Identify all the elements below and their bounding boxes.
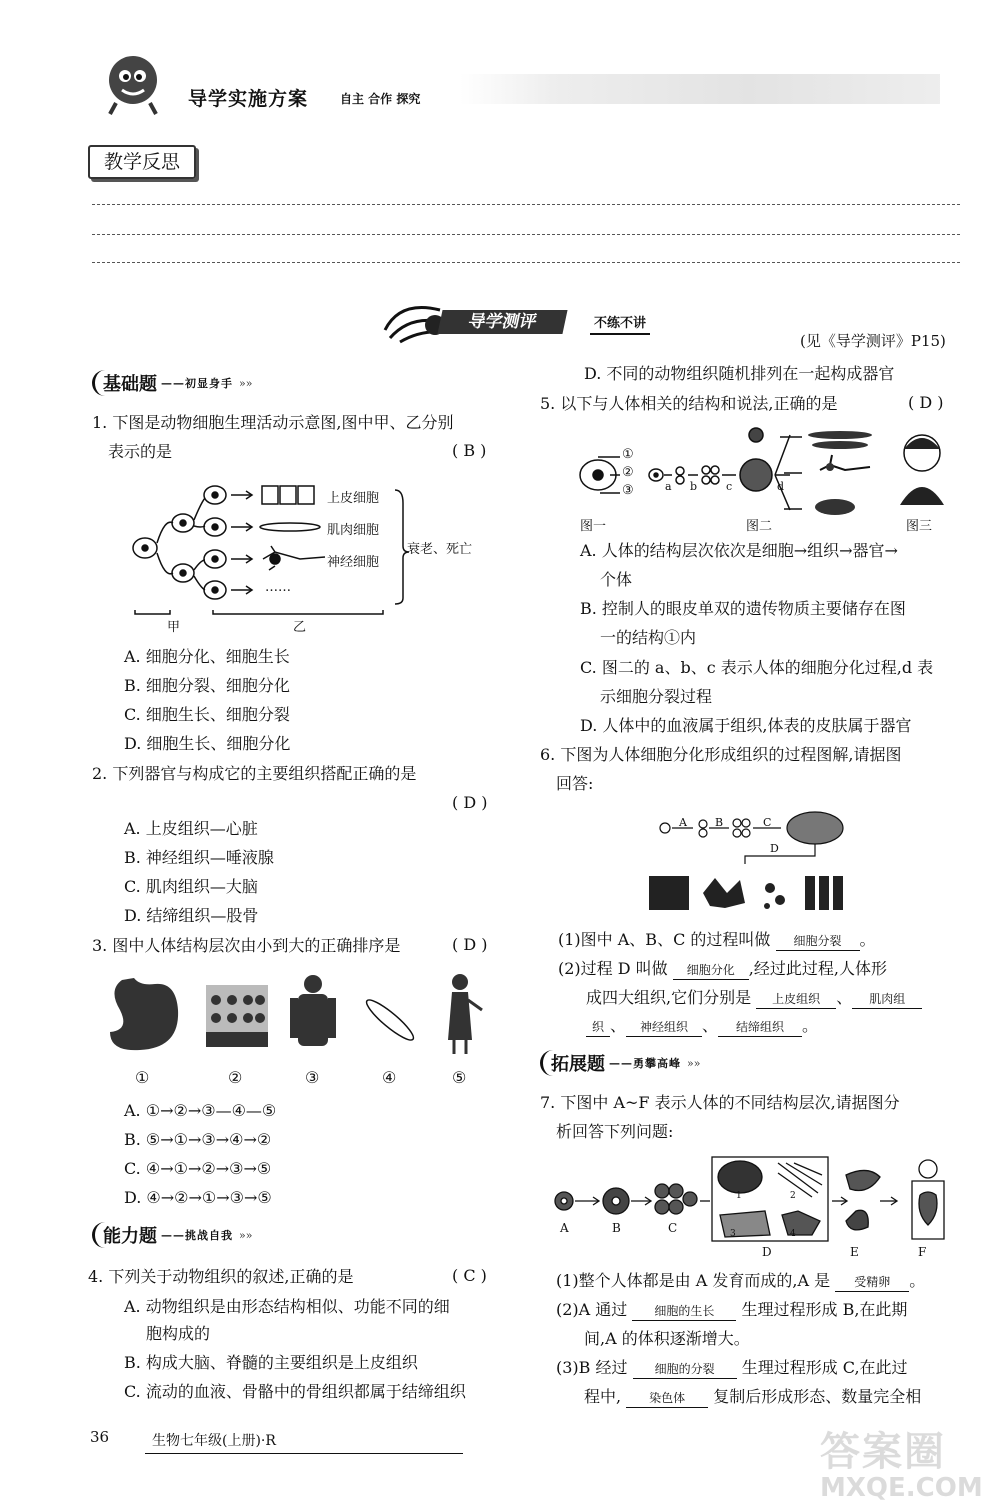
- q6-stem: 6. 下图为人体细胞分化形成组织的过程图解,请据图: [540, 745, 902, 764]
- reflection-line: [92, 262, 960, 263]
- q7-label: F: [918, 1245, 927, 1259]
- q5-option: 一的结构①内: [600, 628, 697, 647]
- q7-p2-text: (2)A 通过: [556, 1300, 628, 1319]
- q6-part1: (1)图中 A、B、C 的过程叫做 细胞分裂 。: [558, 930, 876, 949]
- stomach-icon: [110, 978, 178, 1050]
- q5-option: B. 控制人的眼皮单双的遗传物质主要储存在图: [580, 599, 906, 618]
- q2-option: C. 肌肉组织—大脑: [124, 877, 258, 896]
- q3-stem: 3. 图中人体结构层次由小到大的正确排序是: [92, 936, 401, 955]
- q1-answer: ( B ): [452, 441, 487, 460]
- q7-stem: 7. 下图中 A~F 表示人体的不同结构层次,请据图分: [540, 1093, 900, 1112]
- q3-option: A. ①→②→③—④—⑤: [124, 1101, 277, 1120]
- section-extend: [540, 1048, 700, 1078]
- q5-mark: ①: [622, 447, 634, 462]
- q7-p3-text: 复制后形成形态、数量完全相: [713, 1387, 922, 1406]
- reference-note: (见《导学测评》P15): [800, 332, 946, 350]
- q4-option: D. 不同的动物组织随机排列在一起构成器官: [584, 364, 895, 383]
- q1-option: A. 细胞分化、细胞生长: [124, 647, 290, 666]
- banner-title: 导学测评: [437, 310, 567, 334]
- q6-p4-answer: 织: [586, 1018, 610, 1037]
- q3-num: ②: [228, 1068, 243, 1087]
- q7-num: 4: [790, 1229, 796, 1239]
- q6-p4-answer: 结缔组织: [718, 1018, 802, 1037]
- q7-label: C: [668, 1221, 678, 1235]
- q3-option: C. ④→①→②→③→⑤: [124, 1159, 272, 1178]
- q1-label: 甲: [167, 620, 181, 635]
- torso-icon: [290, 975, 336, 1046]
- q5-figure: [570, 425, 970, 535]
- q6-p4-answer: 神经组织: [626, 1018, 702, 1037]
- q7-num: 1: [736, 1191, 742, 1201]
- q7-label: D: [762, 1245, 772, 1259]
- q7-p3-text: 生理过程形成 C,在此过: [741, 1358, 908, 1377]
- header-band: [460, 74, 940, 104]
- q5-fig-label: 图二: [746, 519, 773, 534]
- q7-num: 3: [730, 1229, 736, 1239]
- q1-label: 衰老、死亡: [407, 542, 473, 557]
- q1-option: D. 细胞生长、细胞分化: [124, 734, 291, 753]
- q7-p1-text: (1)整个人体都是由 A 发育而成的,A 是: [556, 1271, 831, 1290]
- q3-answer: ( D ): [452, 935, 488, 954]
- test-banner: [380, 300, 670, 340]
- watermark-text: 答案圈: [820, 1429, 946, 1475]
- q7-p3-answer: 染色体: [626, 1389, 708, 1408]
- q6-p3-answer: 肌肉组: [852, 990, 922, 1009]
- page-number: 36: [90, 1428, 110, 1446]
- section-motto: ——勇攀高峰: [609, 1057, 681, 1070]
- q5-step: b: [690, 480, 698, 493]
- q6-step: D: [770, 842, 779, 855]
- q6-p1-answer: 细胞分裂: [776, 932, 860, 951]
- arrows-icon: »»: [239, 376, 253, 390]
- q1-figure: [125, 478, 505, 638]
- q4-option: B. 构成大脑、脊髓的主要组织是上皮组织: [124, 1353, 418, 1372]
- q4-option: C. 流动的血液、骨骼中的骨组织都属于结缔组织: [124, 1382, 466, 1401]
- tissue-images: [808, 431, 872, 515]
- q1-label: 上皮细胞: [327, 491, 380, 506]
- q1-option: C. 细胞生长、细胞分裂: [124, 705, 290, 724]
- q3-num: ①: [135, 1068, 150, 1087]
- q4-option: A. 动物组织是由形态结构相似、功能不同的细: [124, 1297, 450, 1316]
- q2-option: B. 神经组织—唾液腺: [124, 848, 274, 867]
- q2-option: A. 上皮组织—心脏: [124, 819, 258, 838]
- q7-stem: 析回答下列问题:: [556, 1122, 674, 1141]
- section-name: 拓展题: [540, 1050, 605, 1076]
- q7-part2: [556, 1295, 907, 1324]
- q7-p3-text: 程中,: [584, 1387, 622, 1406]
- q7-label: B: [612, 1221, 621, 1235]
- q6-p3-answer: 上皮组织: [756, 990, 836, 1009]
- tissue-images: [649, 876, 843, 910]
- section-motto: ——初显身手: [161, 377, 233, 390]
- person-icon: [448, 974, 482, 1054]
- q6-p2-answer: 细胞分化: [673, 961, 749, 980]
- tissue-icon: [206, 985, 268, 1047]
- q5-step: a: [665, 480, 672, 493]
- q6-p2-text: ,经过此过程,人体形: [748, 959, 887, 978]
- q6-stem: 回答:: [556, 774, 594, 793]
- q7-label: A: [560, 1221, 569, 1235]
- section-motto: ——挑战自我: [161, 1229, 233, 1242]
- q4-option: 胞构成的: [146, 1324, 211, 1343]
- banner-tag: 不练不讲: [590, 312, 650, 335]
- section-name: 基础题: [92, 370, 157, 396]
- q7-figure: [550, 1155, 960, 1265]
- q7-p2-answer: 细胞的生长: [632, 1302, 736, 1321]
- watermark-logo: [820, 1420, 990, 1503]
- q3-option: B. ⑤→①→③→④→②: [124, 1130, 272, 1149]
- q2-option: D. 结缔组织—股骨: [124, 906, 259, 925]
- section-basic: [92, 368, 252, 398]
- footer-text: 生物七年级(上册)·R: [152, 1433, 276, 1449]
- reflection-line: [92, 204, 960, 205]
- q6-step: A: [679, 816, 687, 829]
- q5-option: A. 人体的结构层次依次是细胞→组织→器官→: [580, 541, 898, 560]
- page-footer: [90, 1420, 390, 1460]
- q6-step: B: [715, 816, 724, 829]
- q7-part3-cont: [584, 1382, 921, 1411]
- q4-stem: 4. 下列关于动物组织的叙述,正确的是: [88, 1267, 354, 1286]
- q7-label: E: [850, 1245, 859, 1259]
- q6-part2: [558, 954, 887, 983]
- q7-p3-answer: 细胞的分裂: [633, 1360, 737, 1379]
- q1-label: 肌肉细胞: [327, 523, 380, 538]
- reflection-label: 教学反思: [88, 145, 196, 179]
- q1-stem: 表示的是: [108, 442, 173, 461]
- q7-p2-cont: 间,A 的体积逐渐增大。: [584, 1329, 750, 1348]
- q6-step: C: [763, 816, 772, 829]
- q5-step: c: [726, 480, 733, 493]
- header-subtitle: 自主 合作 探究: [340, 92, 421, 106]
- q7-p2-text: 生理过程形成 B,在此期: [741, 1300, 908, 1319]
- q5-fig-label: 图一: [580, 519, 607, 534]
- q7-num: 2: [790, 1191, 796, 1201]
- watermark-url: MXQE.COM: [820, 1473, 983, 1503]
- q7-p3-text: (3)B 经过: [556, 1358, 628, 1377]
- mascot-logo: [98, 48, 168, 118]
- q1-option: B. 细胞分裂、细胞分化: [124, 676, 290, 695]
- section-ability: [92, 1220, 252, 1250]
- q6-p2-text: (2)过程 D 叫做: [558, 959, 668, 978]
- q6-figure: [645, 808, 865, 918]
- q6-part3: 成四大组织,它们分别是 上皮组织 、 肌肉组: [586, 983, 922, 1012]
- q5-mark: ②: [622, 465, 634, 480]
- q7-p1-answer: 受精卵: [835, 1273, 909, 1292]
- q5-mark: ③: [622, 483, 634, 498]
- q5-option: C. 图二的 a、b、c 表示人体的细胞分化过程,d 表: [580, 658, 934, 677]
- q5-fig-label: 图三: [906, 519, 933, 534]
- reflection-line: [92, 234, 960, 235]
- q5-option: 示细胞分裂过程: [600, 687, 713, 706]
- cell-icon: [363, 995, 418, 1044]
- q5-step: d: [777, 480, 785, 493]
- q6-p1-text: (1)图中 A、B、C 的过程叫做: [558, 930, 771, 949]
- q7-part1: (1)整个人体都是由 A 发育而成的,A 是 受精卵 。: [556, 1271, 926, 1290]
- boy-icon: [900, 435, 944, 505]
- q3-option: D. ④→②→①→③→⑤: [124, 1188, 272, 1207]
- q5-stem: 5. 以下与人体相关的结构和说法,正确的是: [540, 394, 838, 413]
- q5-option: 个体: [600, 570, 633, 589]
- q4-answer: ( C ): [452, 1266, 487, 1285]
- q7-part3: [556, 1353, 908, 1382]
- q6-p3-text: 成四大组织,它们分别是: [586, 988, 752, 1007]
- arrows-icon: »»: [239, 1228, 253, 1242]
- q1-label: 乙: [293, 620, 307, 635]
- q3-num: ③: [305, 1068, 320, 1087]
- q5-option: D. 人体中的血液属于组织,体表的皮肤属于器官: [580, 716, 912, 735]
- q3-num: ④: [382, 1068, 397, 1087]
- footer-rule: [145, 1453, 463, 1454]
- q3-num: ⑤: [452, 1068, 467, 1087]
- arrows-icon: »»: [687, 1056, 701, 1070]
- q6-part4: 织 、 神经组织 、 结缔组织 。: [586, 1011, 818, 1040]
- q2-stem: 2. 下列器官与构成它的主要组织搭配正确的是: [92, 764, 417, 783]
- section-name: 能力题: [92, 1222, 157, 1248]
- q3-figure: [100, 970, 500, 1090]
- q5-answer: ( D ): [908, 393, 944, 412]
- q1-label: ……: [265, 580, 291, 595]
- q1-label: 神经细胞: [327, 555, 380, 570]
- header-title: 导学实施方案: [188, 88, 309, 110]
- q2-answer: ( D ): [452, 793, 488, 812]
- q1-stem: 1. 下图是动物细胞生理活动示意图,图中甲、乙分别: [92, 413, 454, 432]
